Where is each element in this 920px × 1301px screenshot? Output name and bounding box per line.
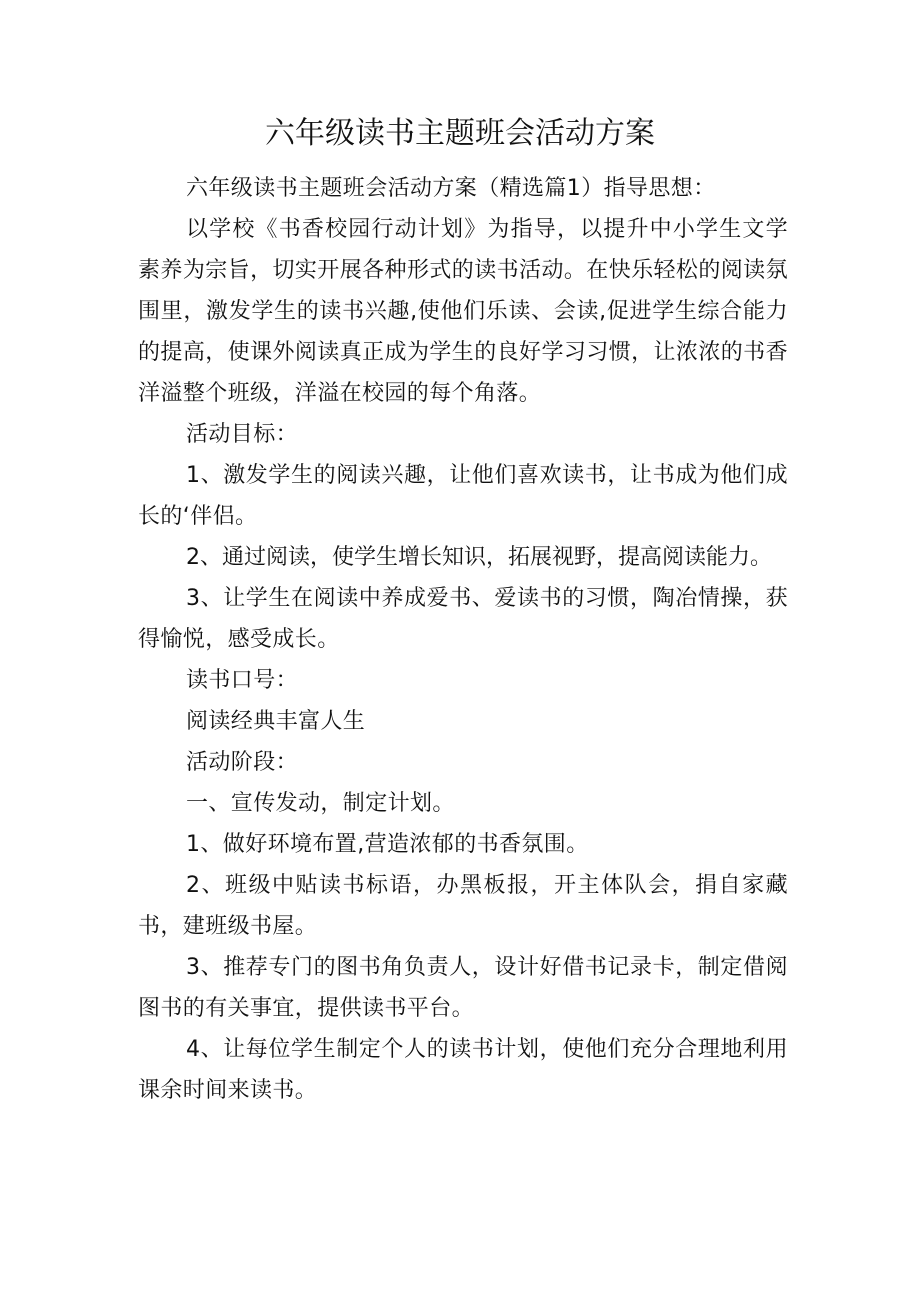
document-title: 六年级读书主题班会活动方案 [265, 116, 655, 151]
paragraph-goal-1: 1、激发学生的阅读兴趣，让他们喜欢读书，让书成为他们成长的‘伴侣。 [138, 463, 788, 529]
paragraph-stage-1: 一、宣传发动，制定计划。 [186, 791, 455, 816]
paragraph-stages-heading: 活动阶段： [186, 750, 299, 775]
document-body [138, 168, 788, 1111]
paragraph-stage-1-item-2: 2、班级中贴读书标语，办黑板报，开主体队会，捐自家藏书，建班级书屋。 [138, 873, 788, 939]
paragraph-guiding-thought: 以学校《书香校园行动计划》为指导，以提升中小学生文学素养为宗旨，切实开展各种形式的读书活动。在快乐轻松的阅读氛围里，激发学生的读书兴趣,使他们乐读、会读,促进学生综合能力的提高，使课外阅读真正成为学生的良好学习习惯，让浓浓的书香洋溢整个班级，洋溢在校园的每个角落。 [138, 217, 788, 406]
paragraph-goals-heading: 活动目标： [186, 422, 299, 447]
paragraph-intro: 六年级读书主题班会活动方案（精选篇1）指导思想： [186, 176, 716, 201]
paragraph-stage-1-item-3: 3、推荐专门的图书角负责人，设计好借书记录卡，制定借阅图书的有关事宜，提供读书平台。 [138, 955, 788, 1021]
paragraph-goal-3: 3、让学生在阅读中养成爱书、爱读书的习惯，陶冶情操，获得愉悦，感受成长。 [138, 586, 788, 652]
paragraph-stage-1-item-4: 4、让每位学生制定个人的读书计划，使他们充分合理地利用课余时间来读书。 [138, 1037, 788, 1103]
paragraph-stage-1-item-1: 1、做好环境布置,营造浓郁的书香氛围。 [186, 832, 589, 857]
paragraph-slogan: 阅读经典丰富人生 [186, 709, 366, 734]
paragraph-goal-2: 2、通过阅读，使学生增长知识，拓展视野，提高阅读能力。 [186, 545, 772, 570]
paragraph-slogan-heading: 读书口号： [186, 668, 299, 693]
